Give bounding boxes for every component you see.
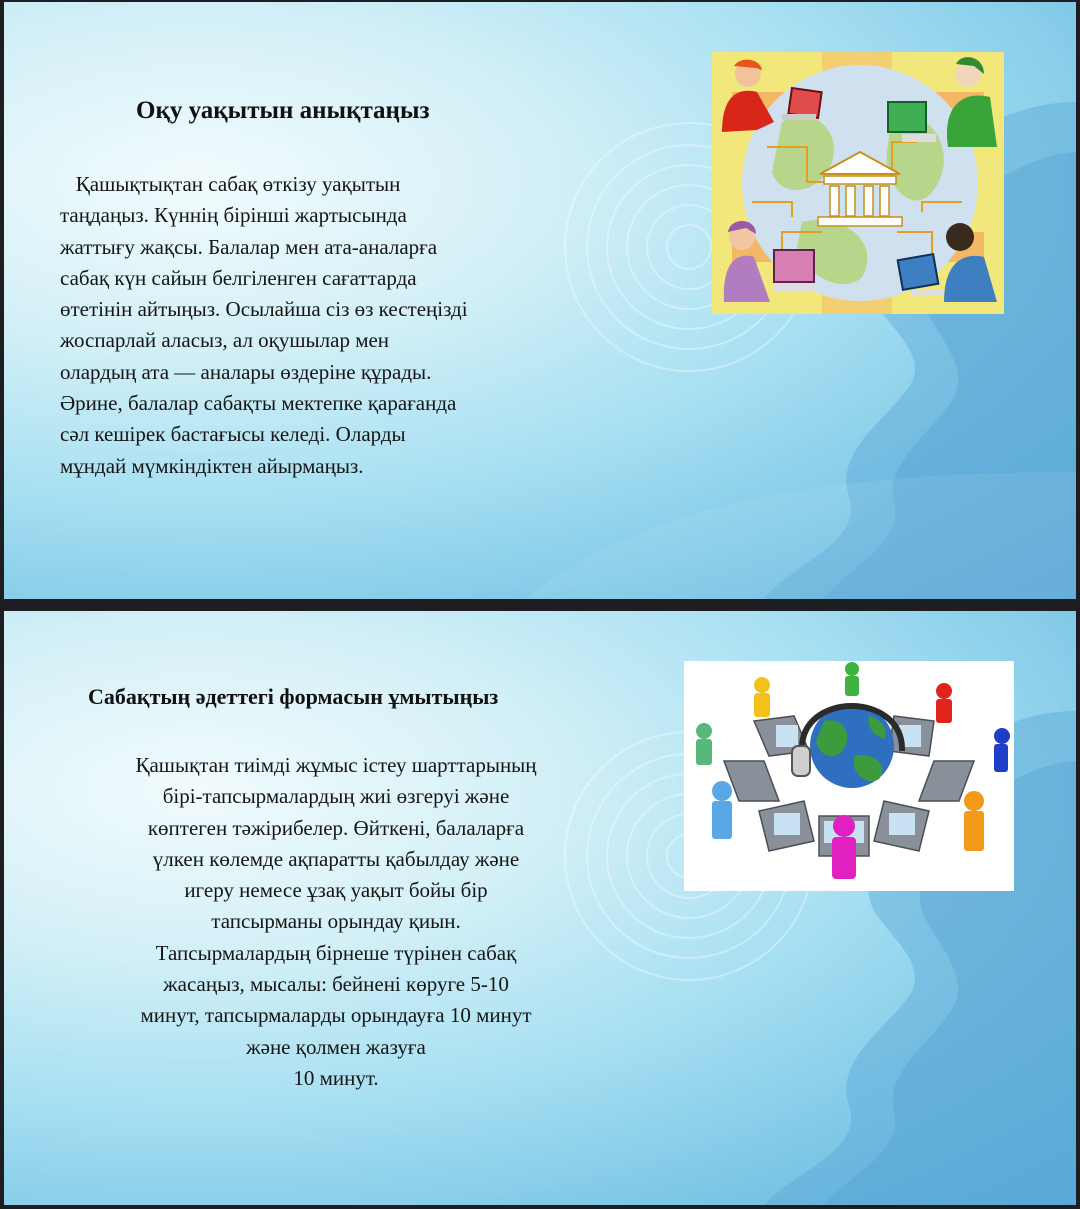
text-line: Қашықтықтан сабақ өткізу уақытын — [60, 172, 401, 196]
text-line: таңдаңыз. Күннің бірінші жартысында — [60, 203, 407, 228]
text-line: жаттығу жақсы. Балалар мен ата-аналарға — [60, 234, 438, 259]
text-line: сабақ күн сайын белгіленген сағаттарда — [60, 265, 417, 290]
text-line: тапсырманы орындау қиын. — [211, 909, 461, 934]
text-line: Әрине, балалар сабақты мектепке қарағанда — [60, 391, 457, 416]
slide-title: Оқу уақытын анықтаңыз — [136, 97, 430, 124]
figure-yellow-icon — [754, 677, 770, 717]
text-line: мұндай мүмкіндіктен айырмаңыз. — [60, 453, 364, 478]
text-line: Қашықтан тиімді жұмыс істеу шарттарының — [135, 753, 537, 777]
figure-blue-icon — [994, 728, 1010, 772]
text-line: Тапсырмалардың бірнеше түрінен сабақ — [155, 940, 517, 965]
text-line: өтетінін айтыңыз. Осылайша сіз өз кестеңізді — [60, 297, 468, 322]
text-line: және қолмен жазуға — [246, 1034, 426, 1059]
slide-2 — [4, 611, 1076, 1205]
text-line: жоспарлай аласыз, ал оқушылар мен — [60, 328, 390, 353]
text-line: көптеген тәжірибелер. Өйткені, балаларға — [147, 815, 525, 840]
text-line: бірі-тапсырмалардың жиі өзгеруі және — [162, 784, 510, 809]
figure-red-icon — [936, 683, 952, 723]
text-line: сәл кешірек бастағысы келеді. Оларды — [60, 422, 406, 447]
slide-body-text — [70, 750, 602, 1094]
figure-lightblue-icon — [712, 781, 732, 839]
text-line: үлкен көлемде ақпаратты қабылдау және — [152, 846, 520, 871]
text-line: жасаңыз, мысалы: бейнені көруге 5-10 — [163, 972, 509, 997]
figure-green-icon — [845, 662, 859, 696]
slide-title: Сабақтың әдеттегі формасын ұмытыңыз — [88, 684, 499, 709]
text-line: олардың ата — аналары өздеріне құрады. — [60, 359, 432, 384]
network-learning-illustration — [684, 661, 1014, 891]
online-learning-illustration — [712, 52, 1004, 314]
text-line: игеру немесе ұзақ уақыт бойы бір — [184, 878, 488, 903]
figure-orange-icon — [964, 791, 984, 851]
slide-body-text — [60, 169, 468, 482]
text-line: минут, тапсырмаларды орындауға 10 минут — [140, 1003, 532, 1028]
figure-teal-icon — [696, 723, 712, 765]
figure-magenta-icon — [832, 815, 856, 879]
slide-1 — [4, 2, 1076, 599]
text-line: 10 минут. — [293, 1065, 379, 1090]
